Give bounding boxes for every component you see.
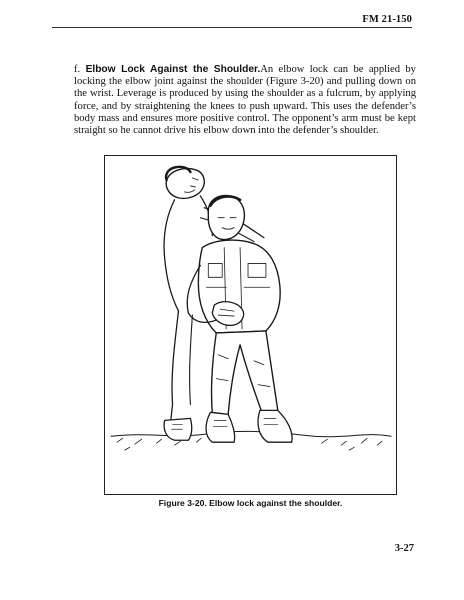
defender-boot-left bbox=[206, 412, 235, 442]
ground-hatching bbox=[117, 438, 382, 450]
ground-line bbox=[111, 431, 391, 436]
elbow-lock-drawing bbox=[105, 156, 396, 494]
paragraph-marker: f. bbox=[74, 64, 81, 75]
opponent-torso bbox=[164, 200, 178, 311]
paragraph-body: An elbow lock can be applied by locking the elbow joint against the shoulder (Figure 3-20) and pulling down on the wrist. Leverage is produced by using the shoulder as a fulcrum, by applying force, and by straightening the knees to push upward. This uses the defender’s body mass and ensures more positive control. The opponent’s arm must be kept straight so he cannot drive his elbow down into the defender’s shoulder. bbox=[74, 64, 416, 137]
running-header-id: FM 21-150 bbox=[362, 14, 412, 25]
opponent-leg-left-inner bbox=[190, 315, 193, 404]
figure-illustration bbox=[104, 155, 397, 495]
page-number: 3-27 bbox=[394, 543, 414, 554]
paragraph-label: Elbow Lock Against the Shoulder. bbox=[85, 64, 261, 75]
body-paragraph bbox=[74, 64, 416, 137]
defender-trousers bbox=[211, 331, 277, 414]
figure-caption: Figure 3-20. Elbow lock against the shoulder. bbox=[158, 498, 343, 508]
opponent-head bbox=[166, 169, 204, 199]
header-rule bbox=[52, 27, 412, 28]
opponent-leg-left bbox=[171, 311, 179, 422]
defender-boot-right bbox=[258, 410, 292, 442]
